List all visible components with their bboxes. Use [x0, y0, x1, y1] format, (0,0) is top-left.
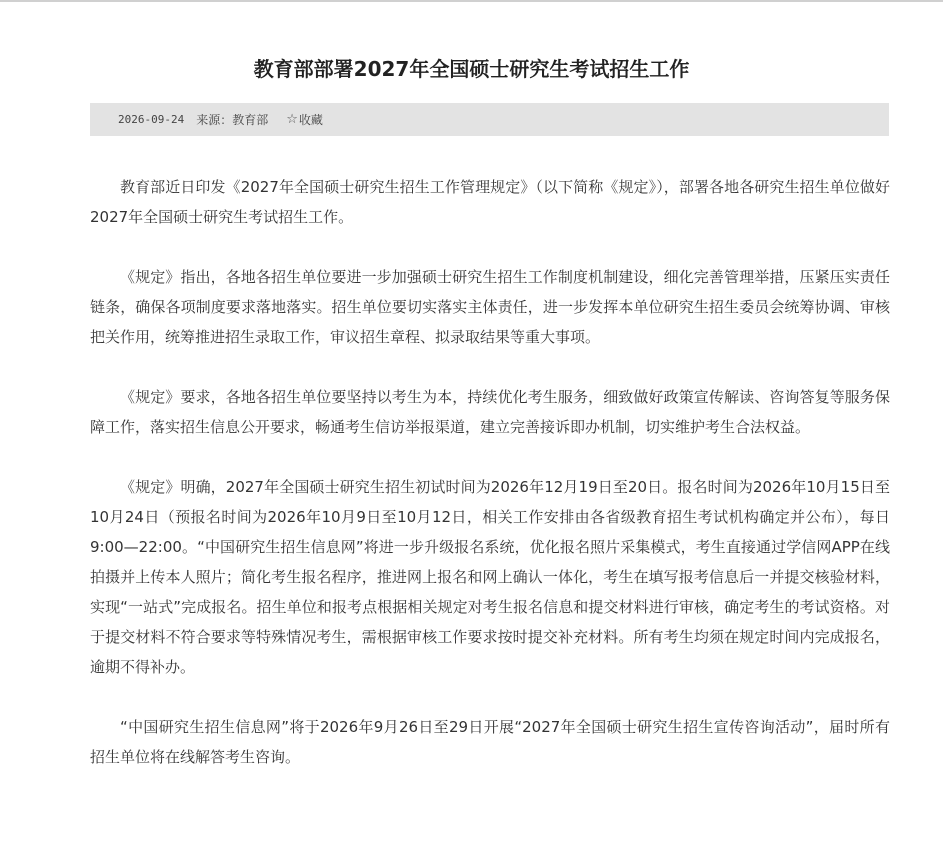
paragraph: 《规定》要求，各地各招生单位要坚持以考生为本，持续优化考生服务，细致做好政策宣传解读、咨询答复等服务保障工作，落实招生信息公开要求，畅通考生信访举报渠道，建立完善接诉即办机制，切实维护考生合法权益。	[90, 388, 890, 436]
paragraph: 《规定》明确，2027年全国硕士研究生招生初试时间为2026年12月19日至20日。报名时间为2026年10月15日至10月24日（预报名时间为2026年10月9日至10月12日，相关工作安排由各省级教育招生考试机构确定并公布），每日9:00—22:00。“中国研究生招生信息网”将进一步升级报名系统，优化报名照片采集模式，考生直接通过学信网APP在线拍摄并上传本人照片；简化考生报名程序，推进网上报名和网上确认一体化，考生在填写报考信息后一并提交核验材料，实现“一站式”完成报名。招生单位和报考点根据相关规定对考生报名信息和提交材料进行审核，确定考生的考试资格。对于提交材料不符合要求等特殊情况考生，需根据审核工作要求按时提交补充材料。所有考生均须在规定时间内完成报名，逾期不得补办。	[90, 478, 890, 676]
top-divider	[0, 0, 943, 2]
paragraph: “中国研究生招生信息网”将于2026年9月26日至29日开展“2027年全国硕士研究生招生宣传咨询活动”，届时所有招生单位将在线解答考生咨询。	[90, 718, 890, 766]
publish-date: 2026-09-24	[118, 113, 185, 126]
paragraph: 教育部近日印发《2027年全国硕士研究生招生工作管理规定》（以下简称《规定》），部署各地各研究生招生单位做好2027年全国硕士研究生考试招生工作。	[90, 178, 890, 226]
star-icon: ☆	[286, 112, 298, 127]
favorite-label: 收藏	[298, 113, 323, 127]
source-value: 教育部	[232, 113, 269, 127]
paragraph: 《规定》指出，各地各招生单位要进一步加强硕士研究生招生工作制度机制建设，细化完善管理举措，压紧压实责任链条，确保各项制度要求落地落实。招生单位要切实落实主体责任，进一步发挥本单位研究生招生委员会统筹协调、审核把关作用，统筹推进招生录取工作，审议招生章程、拟录取结果等重大事项。	[90, 268, 890, 346]
source-label: 来源：	[196, 113, 233, 127]
article-body	[90, 172, 890, 772]
article-title: 教育部部署2027年全国硕士研究生考试招生工作	[253, 57, 690, 81]
favorite-button[interactable]	[286, 111, 323, 128]
article-meta-bar	[90, 103, 889, 136]
